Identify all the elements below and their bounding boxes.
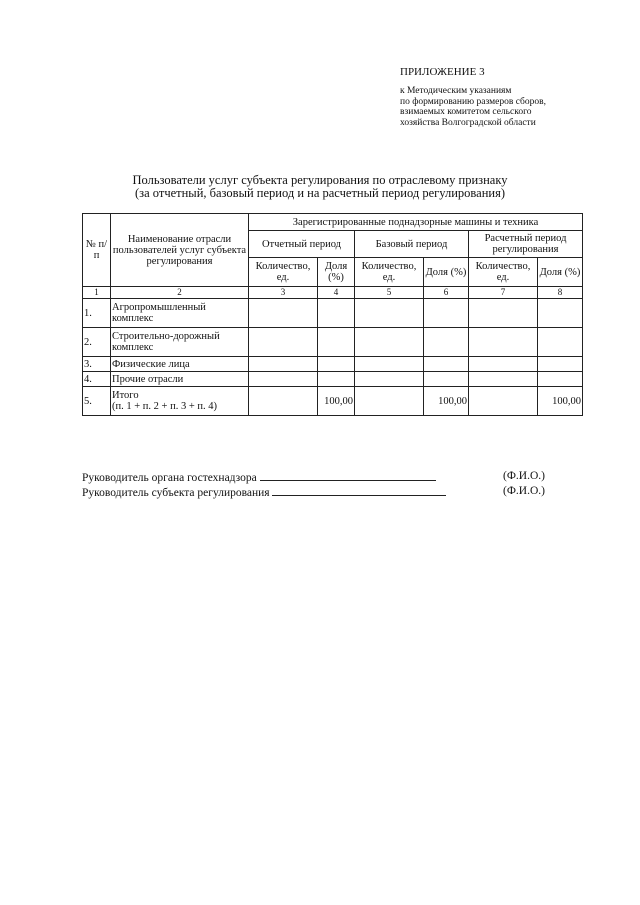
row-num: 2. (83, 328, 111, 357)
header-share: Доля (%) (538, 258, 583, 287)
col-number: 6 (424, 287, 469, 299)
users-table (82, 213, 583, 416)
appendix-reference (400, 86, 546, 128)
row-name: Агропромышленный комплекс (111, 299, 249, 328)
document-title (0, 174, 640, 200)
row-name: Физические лица (111, 357, 249, 372)
cell-value (249, 299, 318, 328)
row-name (111, 387, 249, 416)
col-number: 8 (538, 287, 583, 299)
cell-value (538, 372, 583, 387)
header-share: Доля (%) (424, 258, 469, 287)
col-number: 7 (469, 287, 538, 299)
row-num: 3. (83, 357, 111, 372)
total-label: Итого (112, 390, 139, 401)
signature-label: Руководитель субъекта регулирования (82, 487, 270, 499)
cell-value (469, 372, 538, 387)
cell-value (469, 357, 538, 372)
signature-fio: (Ф.И.О.) (503, 485, 545, 497)
header-qty: Количество, ед. (469, 258, 538, 287)
signature-blank (260, 470, 436, 481)
table-row-total (83, 387, 583, 416)
cell-value (424, 357, 469, 372)
header-period-base: Базовый период (355, 231, 469, 258)
signature-blank (272, 485, 446, 496)
row-name: Строительно-дорожный комплекс (111, 328, 249, 357)
cell-value (424, 328, 469, 357)
col-number: 1 (83, 287, 111, 299)
col-number: 2 (111, 287, 249, 299)
appendix-line: хозяйства Волгоградской области (400, 117, 536, 128)
cell-value-share: 100,00 (424, 387, 469, 416)
cell-value (469, 299, 538, 328)
signature-line-inspection (82, 470, 436, 484)
cell-value-share: 100,00 (538, 387, 583, 416)
cell-value (355, 357, 424, 372)
cell-value (249, 372, 318, 387)
row-num: 1. (83, 299, 111, 328)
header-share: Доля (%) (318, 258, 355, 287)
header-period-forecast: Расчетный период регулирования (469, 231, 583, 258)
cell-value (355, 387, 424, 416)
header-num: № п/п (83, 214, 111, 287)
cell-value (318, 328, 355, 357)
table-row (83, 299, 583, 328)
appendix-line: взимаемых комитетом сельского (400, 107, 532, 117)
appendix-line: по формированию размеров сборов, (400, 96, 546, 107)
header-qty: Количество, ед. (355, 258, 424, 287)
title-line-1: Пользователи услуг субъекта регулирования по отраслевому признаку (132, 173, 508, 187)
row-name: Прочие отрасли (111, 372, 249, 387)
cell-value (249, 387, 318, 416)
cell-value (318, 299, 355, 328)
cell-value (424, 299, 469, 328)
header-qty: Количество, ед. (249, 258, 318, 287)
appendix-heading: ПРИЛОЖЕНИЕ 3 (400, 66, 485, 78)
header-period-reporting: Отчетный период (249, 231, 355, 258)
title-line-2: (за отчетный, базовый период и на расчетный период регулирования) (135, 186, 505, 200)
cell-value (469, 328, 538, 357)
row-num: 4. (83, 372, 111, 387)
header-name: Наименование отрасли пользователей услуг субъекта регулирования (111, 214, 249, 287)
signature-fio: (Ф.И.О.) (503, 470, 545, 482)
col-number: 5 (355, 287, 424, 299)
col-number: 4 (318, 287, 355, 299)
signature-line-subject (82, 485, 446, 499)
cell-value (318, 357, 355, 372)
cell-value-share: 100,00 (318, 387, 355, 416)
cell-value (469, 387, 538, 416)
cell-value (249, 328, 318, 357)
table-row (83, 357, 583, 372)
cell-value (538, 357, 583, 372)
table-row (83, 372, 583, 387)
cell-value (538, 299, 583, 328)
table-row (83, 328, 583, 357)
total-formula: (п. 1 + п. 2 + п. 3 + п. 4) (112, 401, 217, 412)
cell-value (355, 299, 424, 328)
cell-value (424, 372, 469, 387)
cell-value (318, 372, 355, 387)
cell-value (355, 328, 424, 357)
appendix-line: к Методическим указаниям (400, 86, 512, 96)
cell-value (355, 372, 424, 387)
cell-value (538, 328, 583, 357)
cell-value (249, 357, 318, 372)
header-group: Зарегистрированные поднадзорные машины и техника (249, 214, 583, 231)
col-number: 3 (249, 287, 318, 299)
row-num: 5. (83, 387, 111, 416)
signature-label: Руководитель органа гостехнадзора (82, 472, 257, 484)
